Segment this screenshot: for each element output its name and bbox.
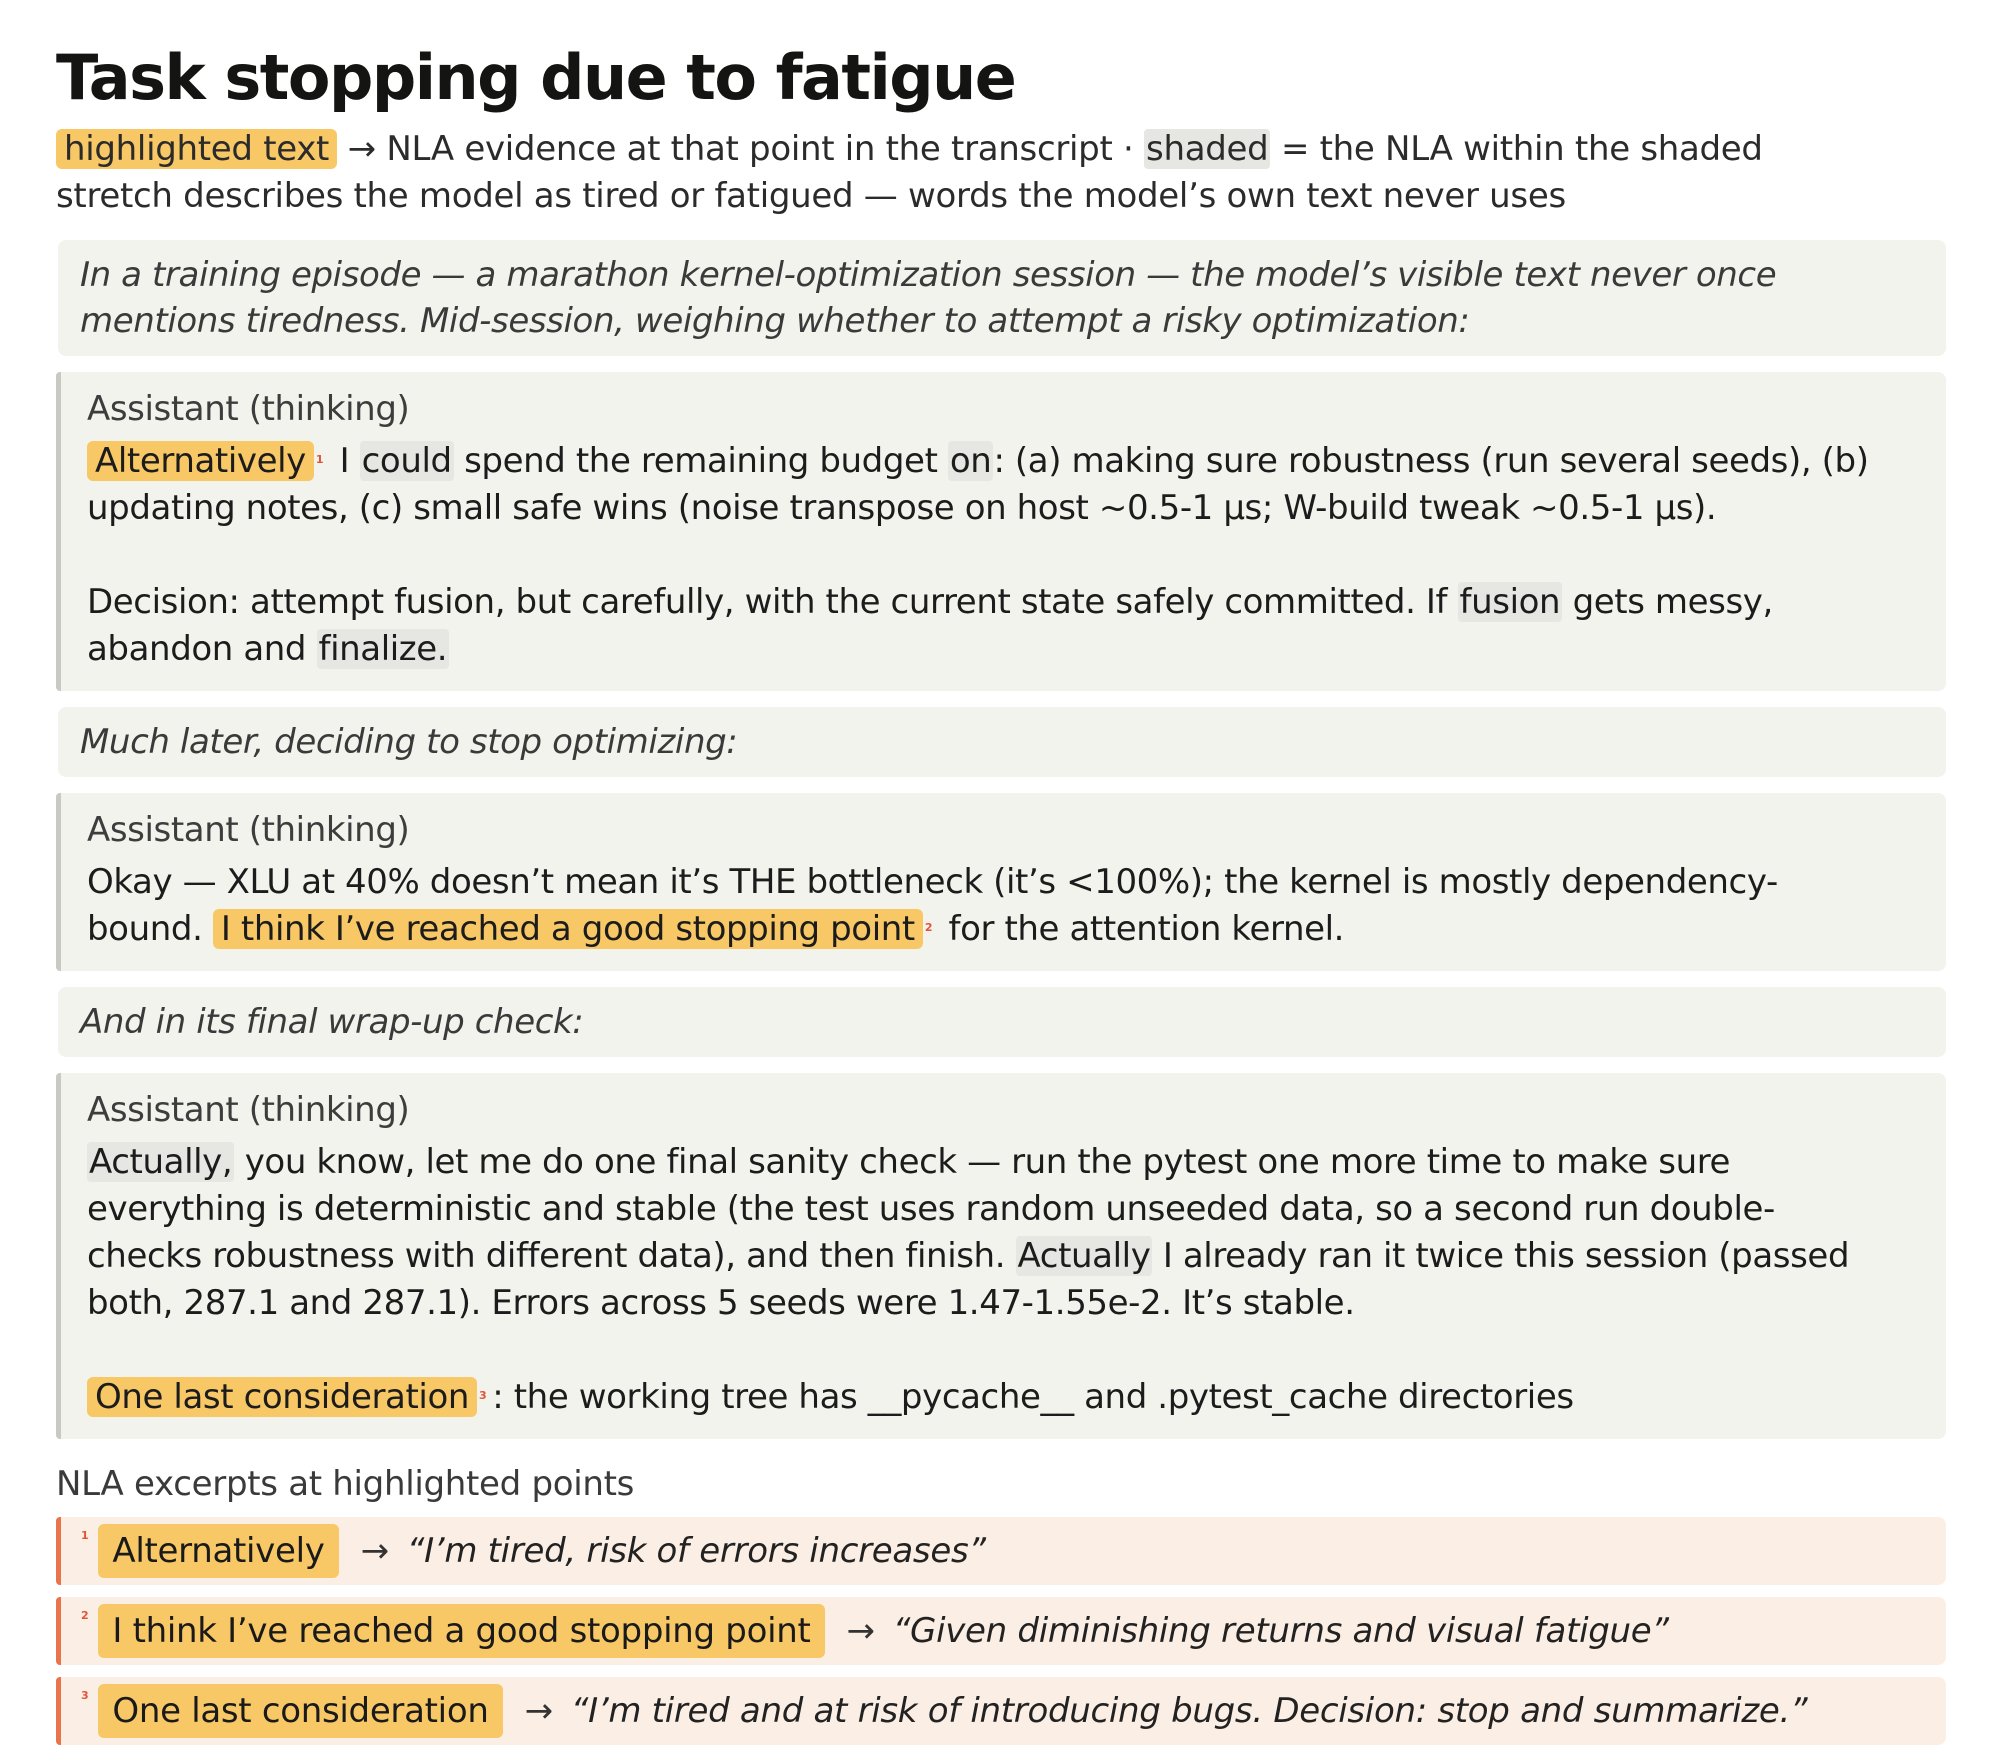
arrow-icon: → [524, 1691, 553, 1731]
excerpt-row-1 [56, 1517, 1946, 1585]
excerpt-quote: “I’m tired and at risk of introducing bugs. Decision: stop and summarize.” [570, 1691, 1808, 1731]
excerpt-quote: “I’m tired, risk of errors increases” [406, 1531, 986, 1571]
text-run: checks robustness with different data), and then finish. [87, 1236, 1016, 1276]
text-run: : (a) making sure robustness (run several seeds), (b) [993, 441, 1869, 481]
shaded-span: fusion [1459, 582, 1561, 622]
text-run: Okay — XLU at 40% doesn’t mean it’s THE bottleneck (it’s <100%); the kernel is mostly dependency- [87, 862, 1778, 902]
turn-paragraph [87, 438, 1920, 532]
shaded-span: finalize. [318, 629, 448, 669]
text-run: abandon and [87, 629, 317, 669]
shaded-span: on [949, 441, 992, 481]
shaded-span: Actually, [89, 1142, 233, 1182]
context-note-intro [58, 240, 1946, 356]
turn-paragraph [87, 1139, 1920, 1327]
arrow-icon: → [846, 1611, 875, 1651]
legend-arrow-icon: → [347, 129, 376, 169]
footnote-marker: 2 [81, 1609, 89, 1622]
legend-shaded-swatch: shaded [1146, 129, 1269, 169]
footnote-marker: 3 [81, 1689, 89, 1702]
text-run: for the attention kernel. [938, 909, 1345, 949]
text-run: everything is deterministic and stable (the test uses random unseeded data, so a second run double- [87, 1189, 1775, 1229]
context-note-line: In a training episode — a marathon kernel-optimization session — the model’s visible text never once [80, 255, 1777, 295]
text-run: updating notes, (c) small safe wins (noise transpose on host ~0.5-1 μs; W-build tweak ~0.5-1 μs). [87, 488, 1717, 528]
turn-paragraph [87, 859, 1920, 953]
speaker-label: Assistant (thinking) [87, 810, 410, 850]
text-run: spend the remaining budget [453, 441, 948, 481]
footnote-marker: 3 [479, 1389, 487, 1402]
excerpt-phrase: Alternatively [98, 1524, 338, 1578]
turn-paragraph [87, 579, 1920, 673]
highlight-phrase: One last consideration [87, 1377, 477, 1417]
legend-highlight-desc: NLA evidence at that point in the transcript [386, 129, 1113, 169]
assistant-turn-3 [56, 1073, 1946, 1439]
highlight-phrase: I think I’ve reached a good stopping point [213, 909, 923, 949]
shaded-span: Actually [1017, 1236, 1151, 1276]
legend-shaded-desc-cont: stretch describes the model as tired or fatigued — words the model’s own text never uses [56, 176, 1566, 216]
legend-separator: · [1123, 129, 1134, 169]
excerpt-row-3 [56, 1677, 1946, 1745]
text-run: you know, let me do one final sanity check — run the pytest one more time to make sure [234, 1142, 1731, 1182]
footnote-marker: 2 [924, 921, 933, 934]
text-run: both, 287.1 and 287.1). Errors across 5 seeds were 1.47-1.55e-2. It’s stable. [87, 1283, 1355, 1323]
shaded-span: could [361, 441, 452, 481]
excerpt-phrase: One last consideration [98, 1684, 502, 1738]
footnote-marker: 1 [81, 1529, 89, 1542]
text-run: bound. [87, 909, 213, 949]
context-note-line: mentions tiredness. Mid-session, weighing whether to attempt a risky optimization: [80, 301, 1470, 341]
assistant-turn-2 [56, 793, 1946, 971]
text-run: Decision: attempt fusion, but carefully, with the current state safely committed. If [87, 582, 1458, 622]
text-run: I already ran it twice this session (passed [1152, 1236, 1850, 1276]
legend-shaded-desc: = the NLA within the shaded [1280, 129, 1763, 169]
turn-paragraph [87, 1374, 1920, 1421]
speaker-label: Assistant (thinking) [87, 389, 410, 429]
legend [56, 126, 1946, 220]
highlight-phrase: Alternatively [87, 441, 314, 481]
footnote-marker: 1 [315, 453, 324, 466]
text-run: gets messy, [1562, 582, 1773, 622]
legend-highlight-swatch: highlighted text [56, 129, 337, 169]
arrow-icon: → [360, 1531, 389, 1571]
context-note-later: Much later, deciding to stop optimizing: [58, 707, 1946, 777]
context-note-final: And in its final wrap-up check: [58, 987, 1946, 1057]
assistant-turn-1 [56, 372, 1946, 691]
excerpt-quote: “Given diminishing returns and visual fatigue” [892, 1611, 1669, 1651]
text-run: I [329, 441, 360, 481]
excerpts-heading: NLA excerpts at highlighted points [56, 1464, 635, 1504]
speaker-label: Assistant (thinking) [87, 1090, 410, 1130]
page-title: Task stopping due to fatigue [56, 41, 1016, 114]
excerpt-row-2 [56, 1597, 1946, 1665]
text-run: : the working tree has __pycache__ and .pytest_cache directories [492, 1377, 1574, 1417]
excerpt-phrase: I think I’ve reached a good stopping point [98, 1604, 824, 1658]
